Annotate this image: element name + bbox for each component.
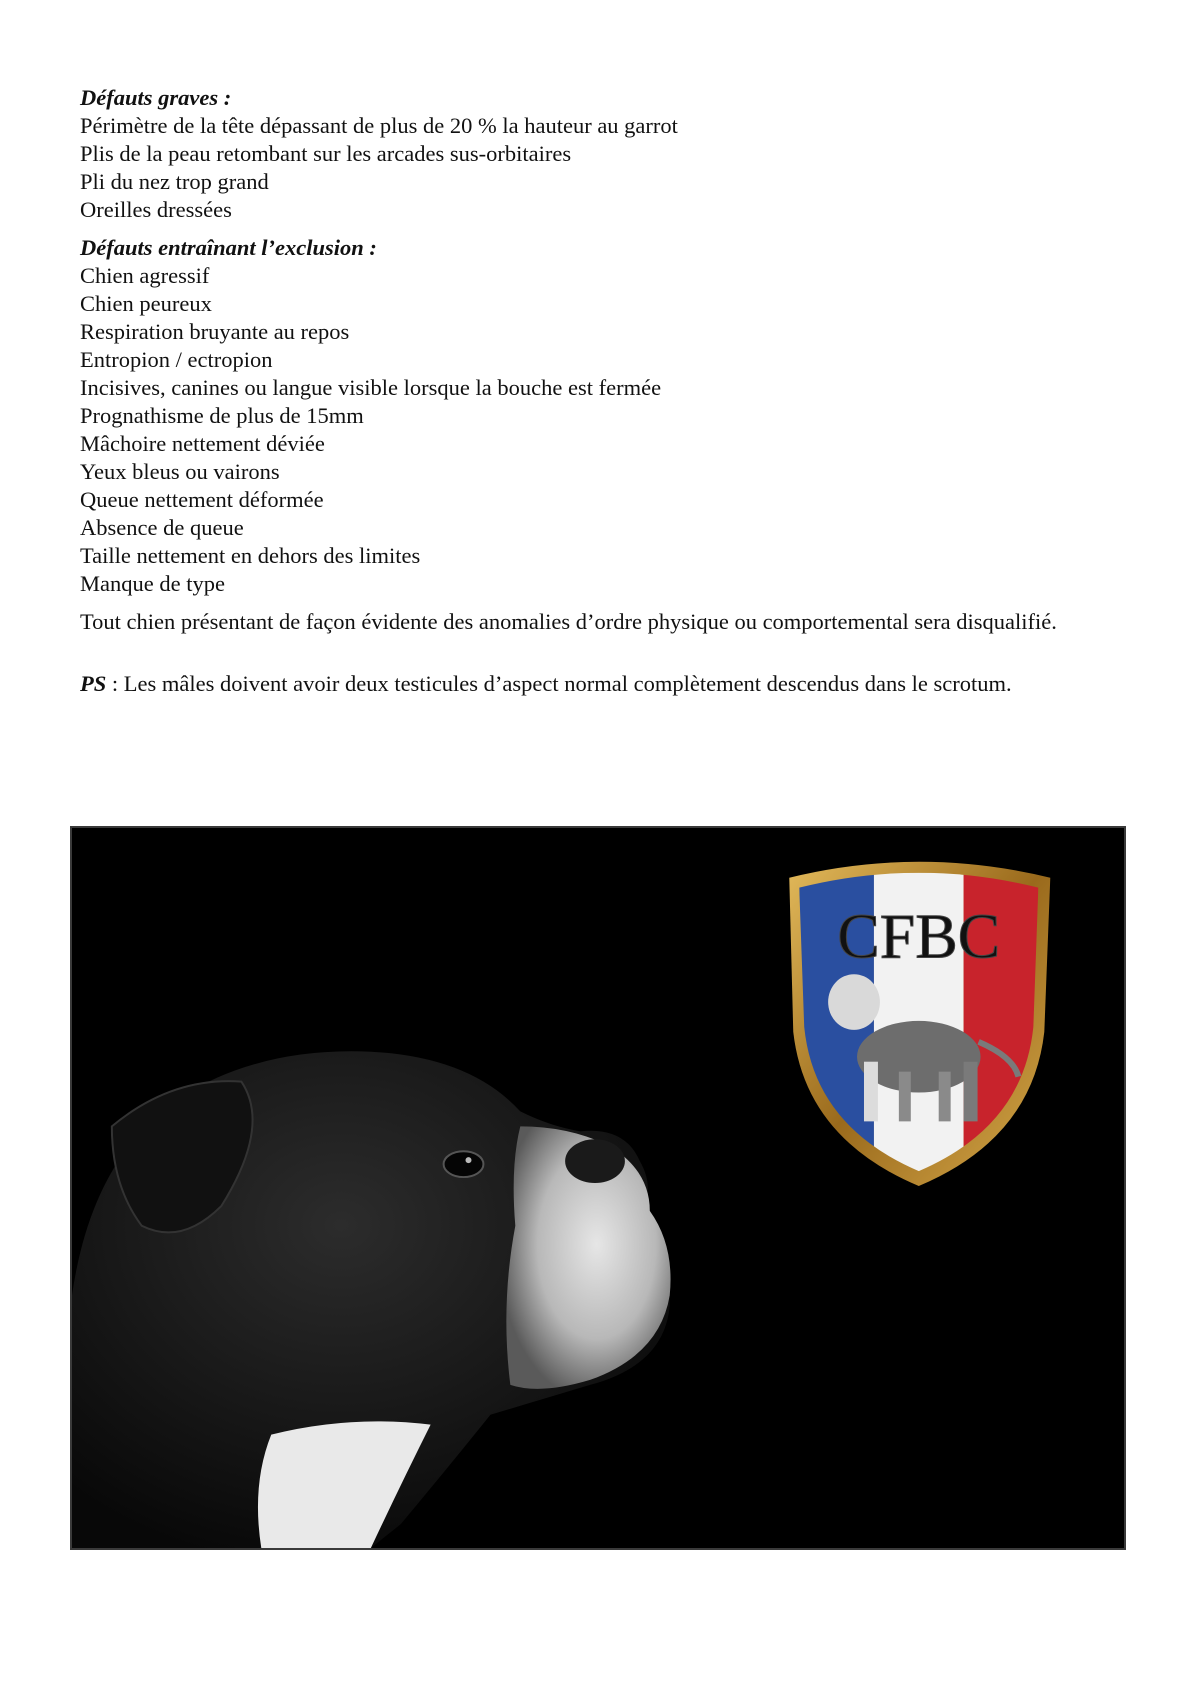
serious-fault-item: Oreilles dressées: [80, 197, 232, 222]
bulldog-head: [72, 1051, 671, 1548]
exclusion-fault-item: Respiration bruyante au repos: [80, 319, 350, 344]
exclusion-fault-item: Chien agressif: [80, 263, 210, 288]
serious-fault-item: Plis de la peau retombant sur les arcades sus-orbitaires: [80, 141, 572, 166]
serious-faults-heading: Défauts graves :: [80, 85, 232, 110]
ps-label: PS: [80, 671, 107, 696]
standard-text: [80, 84, 1140, 698]
serious-faults-section: [80, 84, 1140, 224]
exclusion-faults-section: [80, 234, 1140, 598]
ps-note: [80, 670, 1140, 698]
exclusion-fault-item: Queue nettement déformée: [80, 487, 324, 512]
exclusion-fault-item: Yeux bleus ou vairons: [80, 459, 280, 484]
disqualification-note: Tout chien présentant de façon évidente des anomalies d’ordre physique ou comportemental sera disqualifié.: [80, 609, 1057, 634]
bulldog-illustration: [72, 828, 1124, 1548]
exclusion-fault-item: Taille nettement en dehors des limites: [80, 543, 421, 568]
exclusion-fault-item: Manque de type: [80, 571, 225, 596]
exclusion-faults-heading: Défauts entraînant l’exclusion :: [80, 235, 377, 260]
exclusion-fault-item: Incisives, canines ou langue visible lorsque la bouche est fermée: [80, 375, 662, 400]
flag-white-band: [874, 848, 964, 1186]
bulldog-photo: [70, 826, 1126, 1550]
exclusion-fault-item: Mâchoire nettement déviée: [80, 431, 325, 456]
exclusion-fault-item: Absence de queue: [80, 515, 244, 540]
serious-fault-item: Périmètre de la tête dépassant de plus de 20 % la hauteur au garrot: [80, 113, 678, 138]
serious-fault-item: Pli du nez trop grand: [80, 169, 269, 194]
exclusion-fault-item: Prognathisme de plus de 15mm: [80, 403, 364, 428]
exclusion-fault-item: Entropion / ectropion: [80, 347, 273, 372]
cfbc-logo-text: CFBC: [837, 900, 1001, 972]
ps-text: : Les mâles doivent avoir deux testicules d’aspect normal complètement descendus dans le scrotum.: [106, 671, 1012, 696]
exclusion-fault-item: Chien peureux: [80, 291, 212, 316]
cfbc-logo: [789, 848, 1053, 1186]
